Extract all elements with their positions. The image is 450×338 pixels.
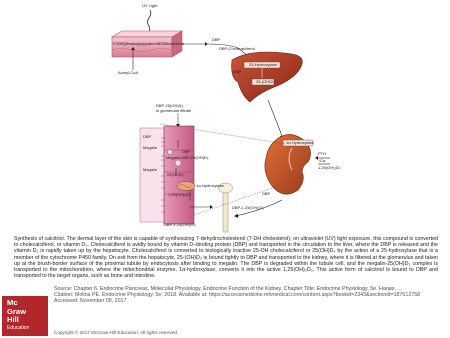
dbp-mid-label: DBP <box>233 69 242 74</box>
bone <box>219 183 233 232</box>
bone-dbp-label: DBP-1,25(OH)₂D₃ <box>232 205 265 210</box>
dbp-cholecalciferol-label: DBP-Cholecalciferol <box>219 46 255 51</box>
source-line: Source: Chapter 6. Endocrine Pancreas, Molecular Physiology, Endocrine Function of the Kidney, Chapter Title: Endocrine Physiology, 5e. Hanas, ... <box>54 286 402 292</box>
125-d3-cell-label: 1,25(OH)₂D₃ <box>168 192 191 197</box>
kidney-125-label: 1,25(OH)₂D₃ <box>318 165 341 170</box>
megalin-top-label: Megalin <box>143 145 158 150</box>
dbp-top-label: DBP <box>212 37 221 42</box>
kidney-hydroxylase-label: 1α-Hydroxylase <box>286 140 314 145</box>
cholecalciferol-label: Cholecalciferol <box>158 41 185 46</box>
megalin-dbp-label: Megalin-DBP-25(OH)D₃ <box>166 155 209 160</box>
25-oh-d3-cell-label: 25(OH)D₃ <box>167 172 185 177</box>
dbp-left-label: DBP <box>143 134 152 139</box>
megalin-mid-label: Megalin <box>143 167 158 172</box>
25-oh-d3-label: 25-(OH)D₃ <box>256 79 275 84</box>
figure-caption: Synthesis of calcitriol. The dermal layer of the skin is capable of synthesizing 7-dehydrocholesterol (7-DH cholesterol); on ultraviolet (UV) light exposure, this compound is converted to cholecalciferol, or vitamin D₃. Cholecalciferol is avidly bound by vitamin D–binding protein (DBP) and transported in the circulation to the liver, where the DBP is released and the vitamin D₃ is rapidly taken up by the hepatocyte. Cholecalciferol is converted to biologically inactive 25-OH cholecalciferol or 25(OH)D₃ by the action of a 25-hydroxylase that is a member of the cytochrome P450 family. On exit from the hepatocyte, 25-(OH)D₃ is bound tightly to DBP and transported to the kidney, where it is filtered at the glomerulus and taken up at the brush-border surface of the proximal tubule by endocytosis after binding to megalin. The DBP is degraded within the tubule cell, and the megalin-25(OH)D₃ complex is transported to the mitochondrion, where the mitochondrial enzyme, 1α-hydroxylase, converts it into the active 1,25(OH)₂D₃. This active form of calcitriol is bound to DBP and transported to the target organs, such as bone and intestine. <box>14 236 438 280</box>
liver <box>232 52 303 102</box>
25-hydroxylase-label: 25-Hydroxylase <box>249 62 277 67</box>
copyright-notice: Copyright © 2017 McGraw-Hill Education. All rights reserved <box>54 330 177 335</box>
1a-hydroxylase-cell-label: 1α-Hydroxylase <box>196 183 224 188</box>
dehydrocholesterol-label: 7-Dehydrocholesterol <box>113 41 152 46</box>
citation-line: Citation: Molina PE. Endocrine Physiology, 5e; 2018. Available at: https://accessmedicine.mhmedical.com/content.aspx?bookid=2343&sectionid=187612758 Accessed: November 09, 2017 <box>54 292 421 305</box>
pth-label: PTH <box>318 151 326 156</box>
uv-arrow <box>148 10 151 34</box>
dbp-25-d3-label: DBP-25(OH)D₃ <box>156 103 184 108</box>
uv-light-label: UV Light <box>142 3 158 8</box>
dbp-in-cell-label: DBP <box>182 149 191 154</box>
kidney-dbp-label: DBP <box>262 191 271 196</box>
mitochondrion <box>177 182 195 191</box>
acetyl-coa-label: Acetyl-CoA <box>118 70 139 75</box>
publisher-logo: Mc Graw Hill Education <box>2 296 48 336</box>
dbp-125-d3-label: DBP-1,25(OH)₂D₃ <box>164 222 197 227</box>
calcium-label: ↑Ca <box>318 158 326 163</box>
glomerular-filtrate-label: in glomerular filtrate <box>156 108 192 113</box>
